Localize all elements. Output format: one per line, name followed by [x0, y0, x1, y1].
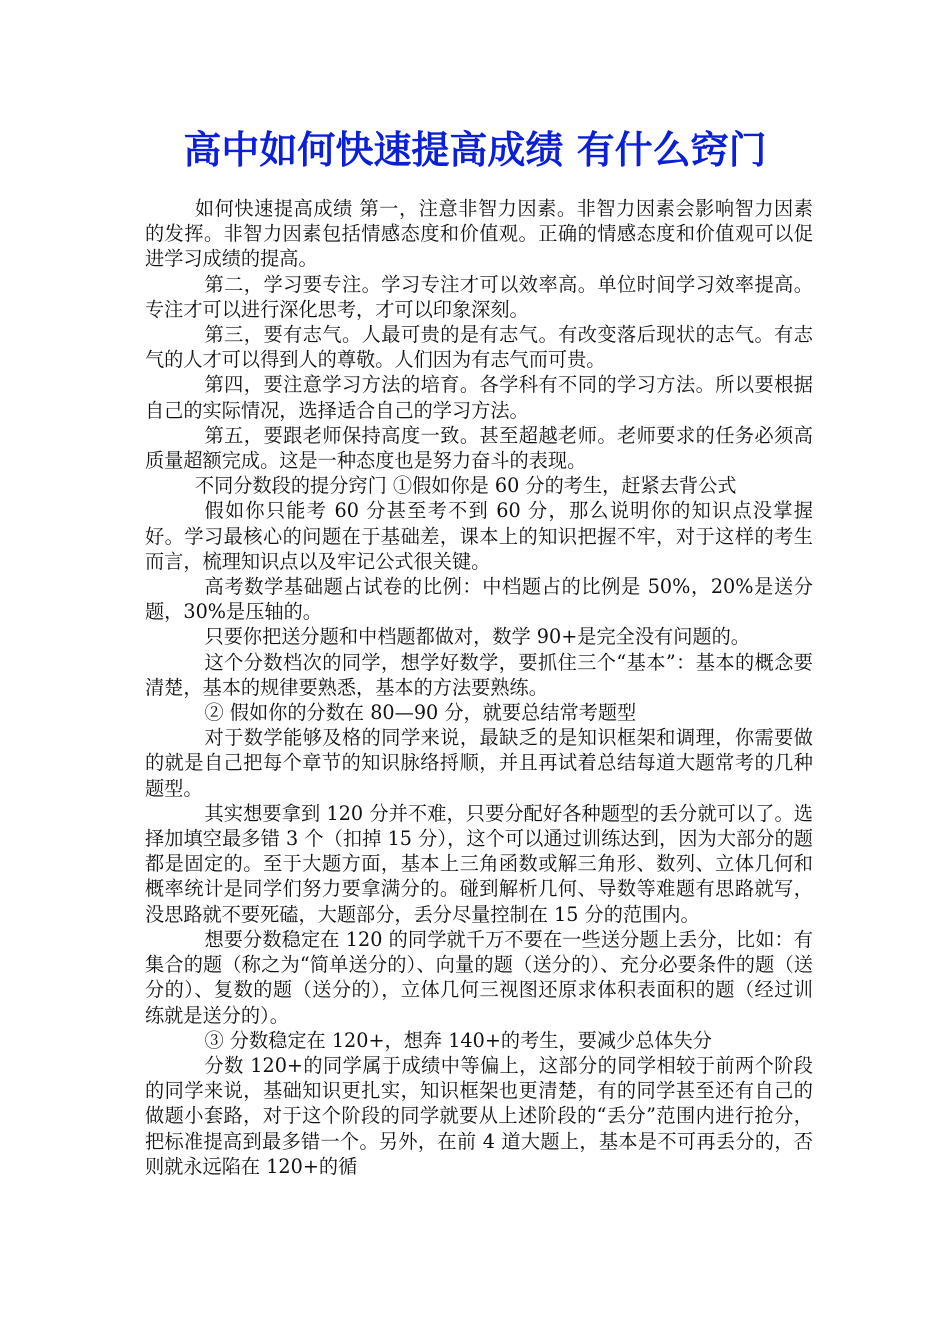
body-paragraph: 其实想要拿到 120 分并不难，只要分配好各种题型的丢分就可以了。选择加填空最多错 3 个（扣掉 15 分），这个可以通过训练达到，因为大部分的题都是固定的。至于大题方面，基本上三角函数或解三角形、数列、立体几何和概率统计是同学们努力要拿满分的。碰到解析几何、导数等难题有思路就写，没思路就不要死磕，大题部分，丢分尽量控制在 15 分的范围内。 — [145, 801, 813, 926]
body-paragraph: 假如你只能考 60 分甚至考不到 60 分，那么说明你的知识点没掌握好。学习最核心的问题在于基础差，课本上的知识把握不牢，对于这样的考生而言，梳理知识点以及牢记公式很关键。 — [145, 499, 813, 573]
body-paragraph: 对于数学能够及格的同学来说，最缺乏的是知识框架和调理，你需要做的就是自己把每个章节的知识脉络捋顺，并且再试着总结每道大题常考的几种题型。 — [145, 726, 813, 800]
document-title: 高中如何快速提高成绩 有什么窍门 — [183, 127, 767, 172]
body-paragraph: 第二，学习要专注。学习专注才可以效率高。单位时间学习效率提高。专注才可以进行深化思考，才可以印象深刻。 — [145, 272, 813, 321]
body-paragraph: 第五，要跟老师保持高度一致。甚至超越老师。老师要求的任务必须高质量超额完成。这是一种态度也是努力奋斗的表现。 — [145, 423, 813, 473]
body-paragraph: 如何快速提高成绩 第一，注意非智力因素。非智力因素会影响智力因素的发挥。非智力因素包括情感态度和价值观。正确的情感态度和价值观可以促进学习成绩的提高。 — [145, 197, 813, 271]
body-paragraph: ③ 分数稳定在 120+，想奔 140+的考生，要减少总体失分 — [204, 1028, 712, 1052]
body-paragraph: 不同分数段的提分窍门 ①假如你是 60 分的考生，赶紧去背公式 — [194, 474, 737, 498]
body-paragraph: 只要你把送分题和中档题都做对，数学 90+是完全没有问题的。 — [204, 625, 750, 649]
body-paragraph: 第三，要有志气。人最可贵的是有志气。有改变落后现状的志气。有志气的人才可以得到人的尊敬。人们因为有志气而可贵。 — [145, 323, 813, 372]
body-paragraph: 高考数学基础题占试卷的比例：中档题占的比例是 50%，20%是送分题，30%是压轴的。 — [145, 575, 813, 624]
body-paragraph: 分数 120+的同学属于成绩中等偏上，这部分的同学相较于前两个阶段的同学来说，基础知识更扎实，知识框架也更清楚，有的同学甚至还有自己的做题小套路，对于这个阶段的同学就要从上述阶段的“丢分”范围内进行抢分，把标准提高到最多错一个。另外，在前 4 道大题上，基本是不可再丢分的，否则就永远陷在 120+的循 — [145, 1053, 813, 1178]
body-paragraph: ② 假如你的分数在 80—90 分，就要总结常考题型 — [204, 701, 637, 725]
body-paragraph: 第四，要注意学习方法的培育。各学科有不同的学习方法。所以要根据自己的实际情况，选择适合自己的学习方法。 — [145, 373, 813, 422]
document-body — [145, 196, 813, 1179]
body-paragraph: 想要分数稳定在 120 的同学就千万不要在一些送分题上丢分，比如：有集合的题（称之为“简单送分的）、向量的题（送分的）、充分必要条件的题（送分的）、复数的题（送分的），立体几何三视图还原求体积表面积的题（经过训练就是送分的）。 — [145, 927, 813, 1027]
body-paragraph: 这个分数档次的同学，想学好数学，要抓住三个“基本”：基本的概念要清楚，基本的规律要熟悉，基本的方法要熟练。 — [145, 650, 813, 699]
